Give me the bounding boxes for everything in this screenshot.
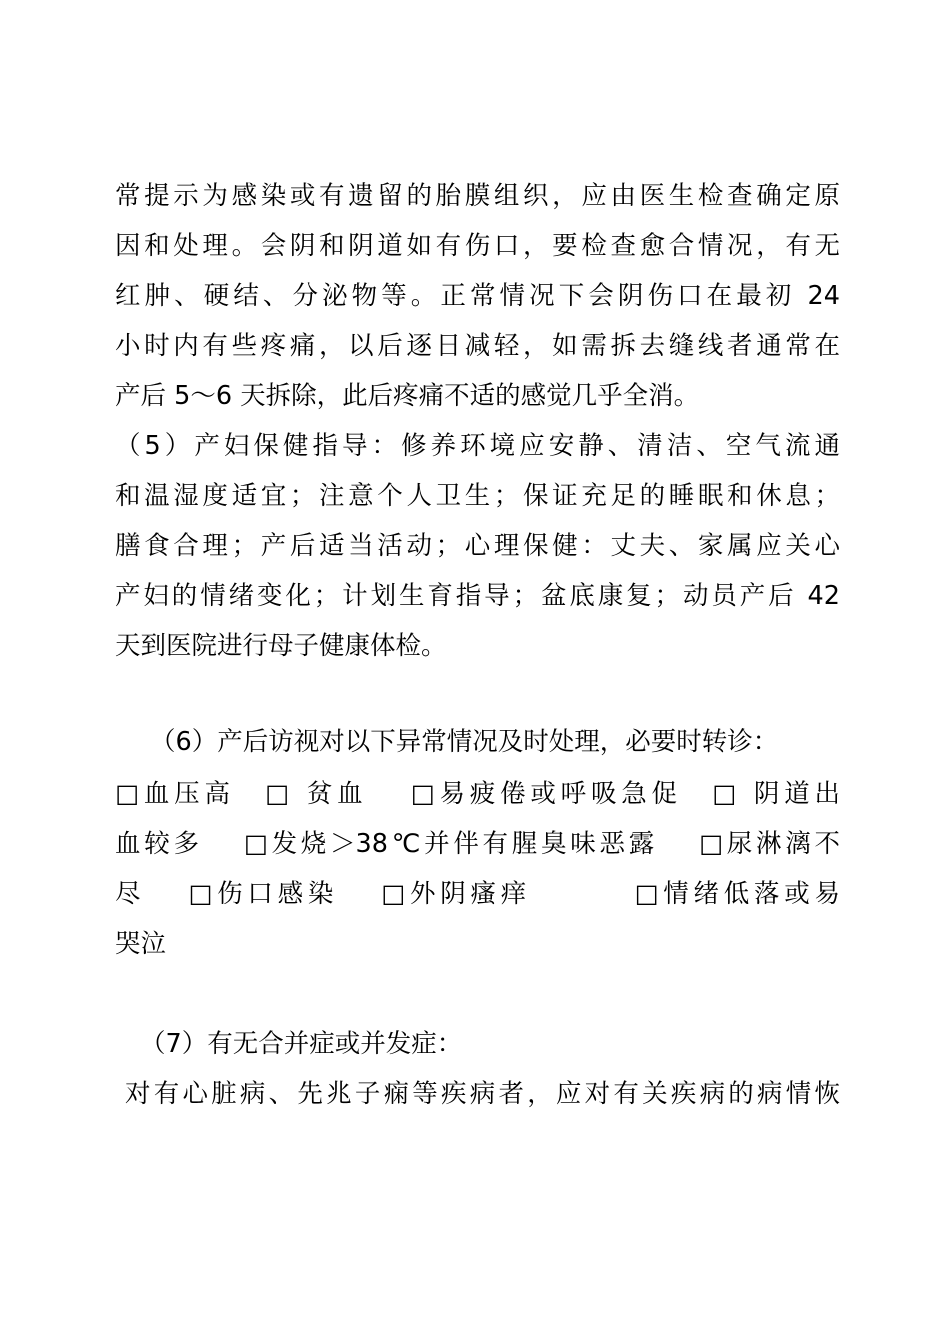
paragraph-line: 小时内有些疼痛，以后逐日减轻，如需拆去缝线者通常在	[115, 331, 840, 361]
paragraph-line: 红肿、硬结、分泌物等。正常情况下会阴伤口在最初 24	[115, 281, 840, 311]
section-5-line: 产妇的情绪变化；计划生育指导；盆底康复；动员产后 42	[115, 581, 840, 611]
section-7-heading: （7）有无合并症或并发症：	[140, 1029, 463, 1059]
section-5-line: 和温湿度适宜；注意个人卫生；保证充足的睡眠和休息；	[115, 481, 840, 511]
section-5-line: 天到医院进行母子健康体检。	[115, 631, 447, 661]
paragraph-line: 产后 5～6 天拆除，此后疼痛不适的感觉几乎全消。	[115, 381, 700, 411]
section-6-heading: （6）产后访视对以下异常情况及时处理，必要时转诊：	[150, 727, 779, 757]
section-5-line: （5）产妇保健指导：修养环境应安静、清洁、空气流通	[115, 431, 840, 461]
checklist-line: 血较多 □发烧＞38℃并伴有腥臭味恶露 □尿淋漓不	[115, 829, 840, 859]
paragraph-line: 因和处理。会阴和阴道如有伤口，要检查愈合情况，有无	[115, 231, 840, 261]
checklist-line: 尽 □伤口感染 □外阴瘙痒 □情绪低落或易	[115, 879, 840, 909]
section-7-line: 对有心脏病、先兆子痫等疾病者，应对有关疾病的病情恢	[125, 1079, 840, 1109]
checklist-line: □血压高 □ 贫血 □易疲倦或呼吸急促 □ 阴道出	[115, 779, 840, 809]
section-5-line: 膳食合理；产后适当活动；心理保健：丈夫、家属应关心	[115, 531, 840, 561]
paragraph-line: 常提示为感染或有遗留的胎膜组织，应由医生检查确定原	[115, 181, 840, 211]
checklist-line: 哭泣	[115, 929, 167, 959]
